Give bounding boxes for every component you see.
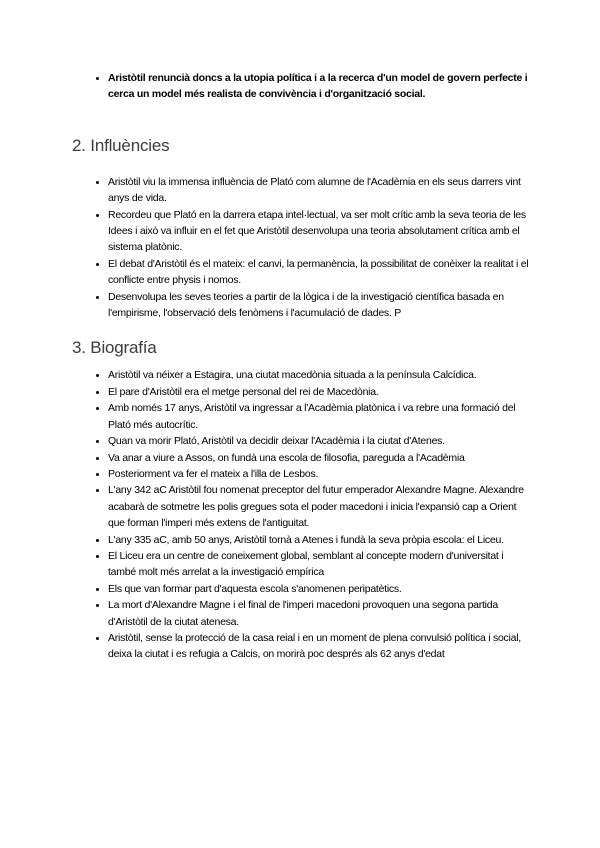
list-item: • Recordeu que Plató en la darrera etapa intel·lectual, va ser molt crític amb la seva teoria de les Idees i això va influir en el fet que Aristòtil desenvolupa una teoria absolutament crítica amb el sistema platònic. xyxy=(108,207,530,256)
list-item: • Amb només 17 anys, Aristòtil va ingressar a l'Acadèmia platònica i va rebre una formació del Plató més autocrític. xyxy=(108,400,530,433)
list-item: • L'any 342 aC Aristòtil fou nomenat preceptor del futur emperador Alexandre Magne. Alexandre acabarà de sotmetre les polis gregues sota el poder macedoni i inicia l'expansió cap a Orient que forman l'imperi més extens de l'antiguitat. xyxy=(108,482,530,531)
list-item: • Posteriorment va fer el mateix a l'illa de Lesbos. xyxy=(108,466,530,482)
list-item: • L'any 335 aC, amb 50 anys, Aristòtil tornà a Atenes i fundà la seva pròpia escola: el Liceu. xyxy=(108,532,530,548)
list-item: • El Liceu era un centre de coneixement global, semblant al concepte modern d'universitat i també molt més arrelat a la investigació empírica xyxy=(108,548,530,581)
list-item: • Aristòtil va néixer a Estagira, una ciutat macedònia situada a la península Calcídica. xyxy=(108,367,530,383)
list-item: • La mort d'Alexandre Magne i el final de l'imperi macedoni provoquen una segona partida d'Aristòtil de la ciutat atenesa. xyxy=(108,597,530,630)
section-heading-biografia: 3. Biografía xyxy=(72,338,157,358)
biografia-list xyxy=(72,367,530,662)
list-item: • Els que van formar part d'aquesta escola s'anomenen peripatètics. xyxy=(108,581,530,597)
list-item: • El pare d'Aristòtil era el metge personal del rei de Macedònia. xyxy=(108,384,530,400)
list-item: • El debat d'Aristòtil és el mateix: el canvi, la permanència, la possibilitat de conèixer la realitat i el conflicte entre physis i nomos. xyxy=(108,256,530,289)
list-item: • Va anar a viure a Assos, on fundà una escola de filosofia, pareguda a l'Acadèmia xyxy=(108,450,530,466)
list-item: • Aristòtil viu la immensa influència de Plató com alumne de l'Acadèmia en els seus darrers vint anys de vida. xyxy=(108,174,530,207)
list-item: • Aristòtil, sense la protecció de la casa reial i en un moment de plena convulsió política i social, deixa la ciutat i es refugia a Calcis, on morirà poc després als 62 anys d'edat xyxy=(108,630,530,663)
section-heading-influencies: 2. Influències xyxy=(72,135,170,155)
list-item: • Desenvolupa les seves teories a partir de la lògica i de la investigació científica basada en l'empirisme, l'observació dels fenòmens i l'acumulació de dades. P xyxy=(108,289,530,322)
list-item: • Quan va morir Plató, Aristòtil va decidir deixar l'Acadèmia i la ciutat d'Atenes. xyxy=(108,433,530,449)
list-item: • Aristòtil renuncià doncs a la utopia política i a la recerca d'un model de govern perfecte i cerca un model més realista de convivència i d'organització social. xyxy=(108,70,530,103)
intro-list xyxy=(72,70,530,103)
influencies-list xyxy=(72,174,530,322)
